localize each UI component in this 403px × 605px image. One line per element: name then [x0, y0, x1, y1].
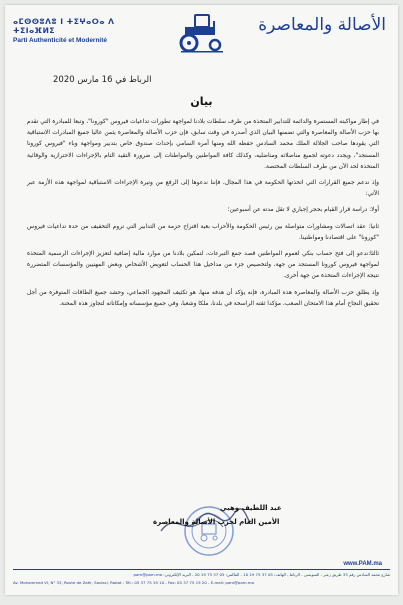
document-date: الرباط في 16 مارس 2020 [53, 75, 152, 85]
footer-website: www.PAM.ma [343, 561, 382, 567]
body-paragraph: ثانيا: عقد اتصالات ومشاورات متواصلة بين رئيس الحكومة والأحزاب بغية اقتراح حزمة من التدابير التي تروم التخفيف من حدة تداعيات فيروس "كورونا" على اقتصادنا ومواطنينا. [27, 223, 379, 241]
header-tifinagh-name: ⴰⵎⵙⵙⵓⴷⵓ ⵏ ⵜⵉⵖⴰⵔⴰ ⴷ ⵜⵉⵏⴰⴼⵍⵉ [13, 17, 115, 35]
header-left-block [13, 17, 133, 44]
footer-address-french: Av. Mohammed VI, N° 33, Route de Zaër, Souissi, Rabat - Tél.: 05 37 75 19 10 - Fax: 05 37 75 19 20 - E-mail: pam@pam.ma [13, 580, 254, 585]
letter-page [5, 5, 398, 595]
header-french-name: Parti Authenticité et Modernité [13, 37, 108, 44]
document-title: بيان [190, 95, 213, 108]
footer-address-arabic: شارع محمد السادس رقم 33 طريق زعير - السويسي - الرباط - الهاتف: 05 37 75 19 10 - الفاكس: 05 37 75 19 20 - البريد الإلكتروني: pam@pam.ma [133, 572, 390, 577]
signatory-title: الأمين العام لحزب الأصالة والمعاصرة [153, 518, 280, 526]
tractor-logo-icon [177, 11, 227, 53]
document-body [27, 117, 379, 315]
body-paragraph: أولا: دراسة قرار القيام بحجر إجباري لا تقل مدته عن أسبوعين؛ [227, 207, 379, 214]
footer-divider [13, 569, 390, 570]
body-paragraph: وإذ يطلق حزب الأصالة والمعاصرة هذه المبادرة، فإنه يؤكد أن هدفه منها، هو تكثيف المجهود الجماعي، وحشد جميع الطاقات المتوفرة من أجل تحقيق النجاح أمام هذا الامتحان الصعب، مؤكدا ثقته الراسخة في بلدنا، ملكا وشعبا، وفي جميع مؤسساته وإمكاناته لتجاوز هذه المحنة. [27, 289, 379, 307]
footer-address-block [13, 571, 390, 587]
header-arabic-name: الأصالة والمعاصرة [258, 15, 386, 35]
signatory-name: عبد اللطيف وهبي [220, 504, 282, 512]
body-paragraph: ثالثا:ندعو إلى فتح حساب بنكي لعموم المواطنين قصد جمع التبرعات، لتمكين بلادنا من موارد مالية إضافية لتعزيز الإجراءات الرسمية المتخذة لمواجهة فيروس كورونا المستجد من جهة، ولتخصيص جزء من مداخيل هذا الحساب لتعويض الأشخاص وبعض المهنيين والمؤسسات المتضررة نتيجة الإجراءات المتخذة من جهة أخرى. [27, 251, 379, 280]
body-paragraph: في إطار مواكبته المستمرة والدائمة للتدابير المتخذة من طرف سلطات بلادنا لمواجهة تطورات تداعيات فيروس "كورونا"، وتبعا للمبادرة التي تقدم بها حزب الأصالة والمعاصرة والتي تضمنها البيان الذي أصدره في وقت سابق، فإن حزب الأصالة والمعاصرة يثمن عاليا جميع المبادرات الاستباقية التي يقودها صاحب الجلالة الملك محمد السادس حفظه الله ومنها أمره السامي بإحداث صندوق خاص بتدبير ومواجهة وباء "فيروس كورونا المستجد"، ويجدد دعوته لجميع مناضلاته ومناضليه، وكذلك كافة المواطنين والمواطنات إلى ضرورة التقيد التام بالإجراءات الاحترازية والوقائية المتخذة لحد الآن من طرف السلطات المختصة. [27, 119, 379, 170]
body-paragraph: وإذ ندعم جميع القرارات التي اتخذتها الحكومة في هذا المجال، فإننا ندعوها إلى الرفع من وتيرة الإجراءات الاستباقية لمواجهة هذه الأزمة عبر الآتي: [27, 180, 379, 198]
